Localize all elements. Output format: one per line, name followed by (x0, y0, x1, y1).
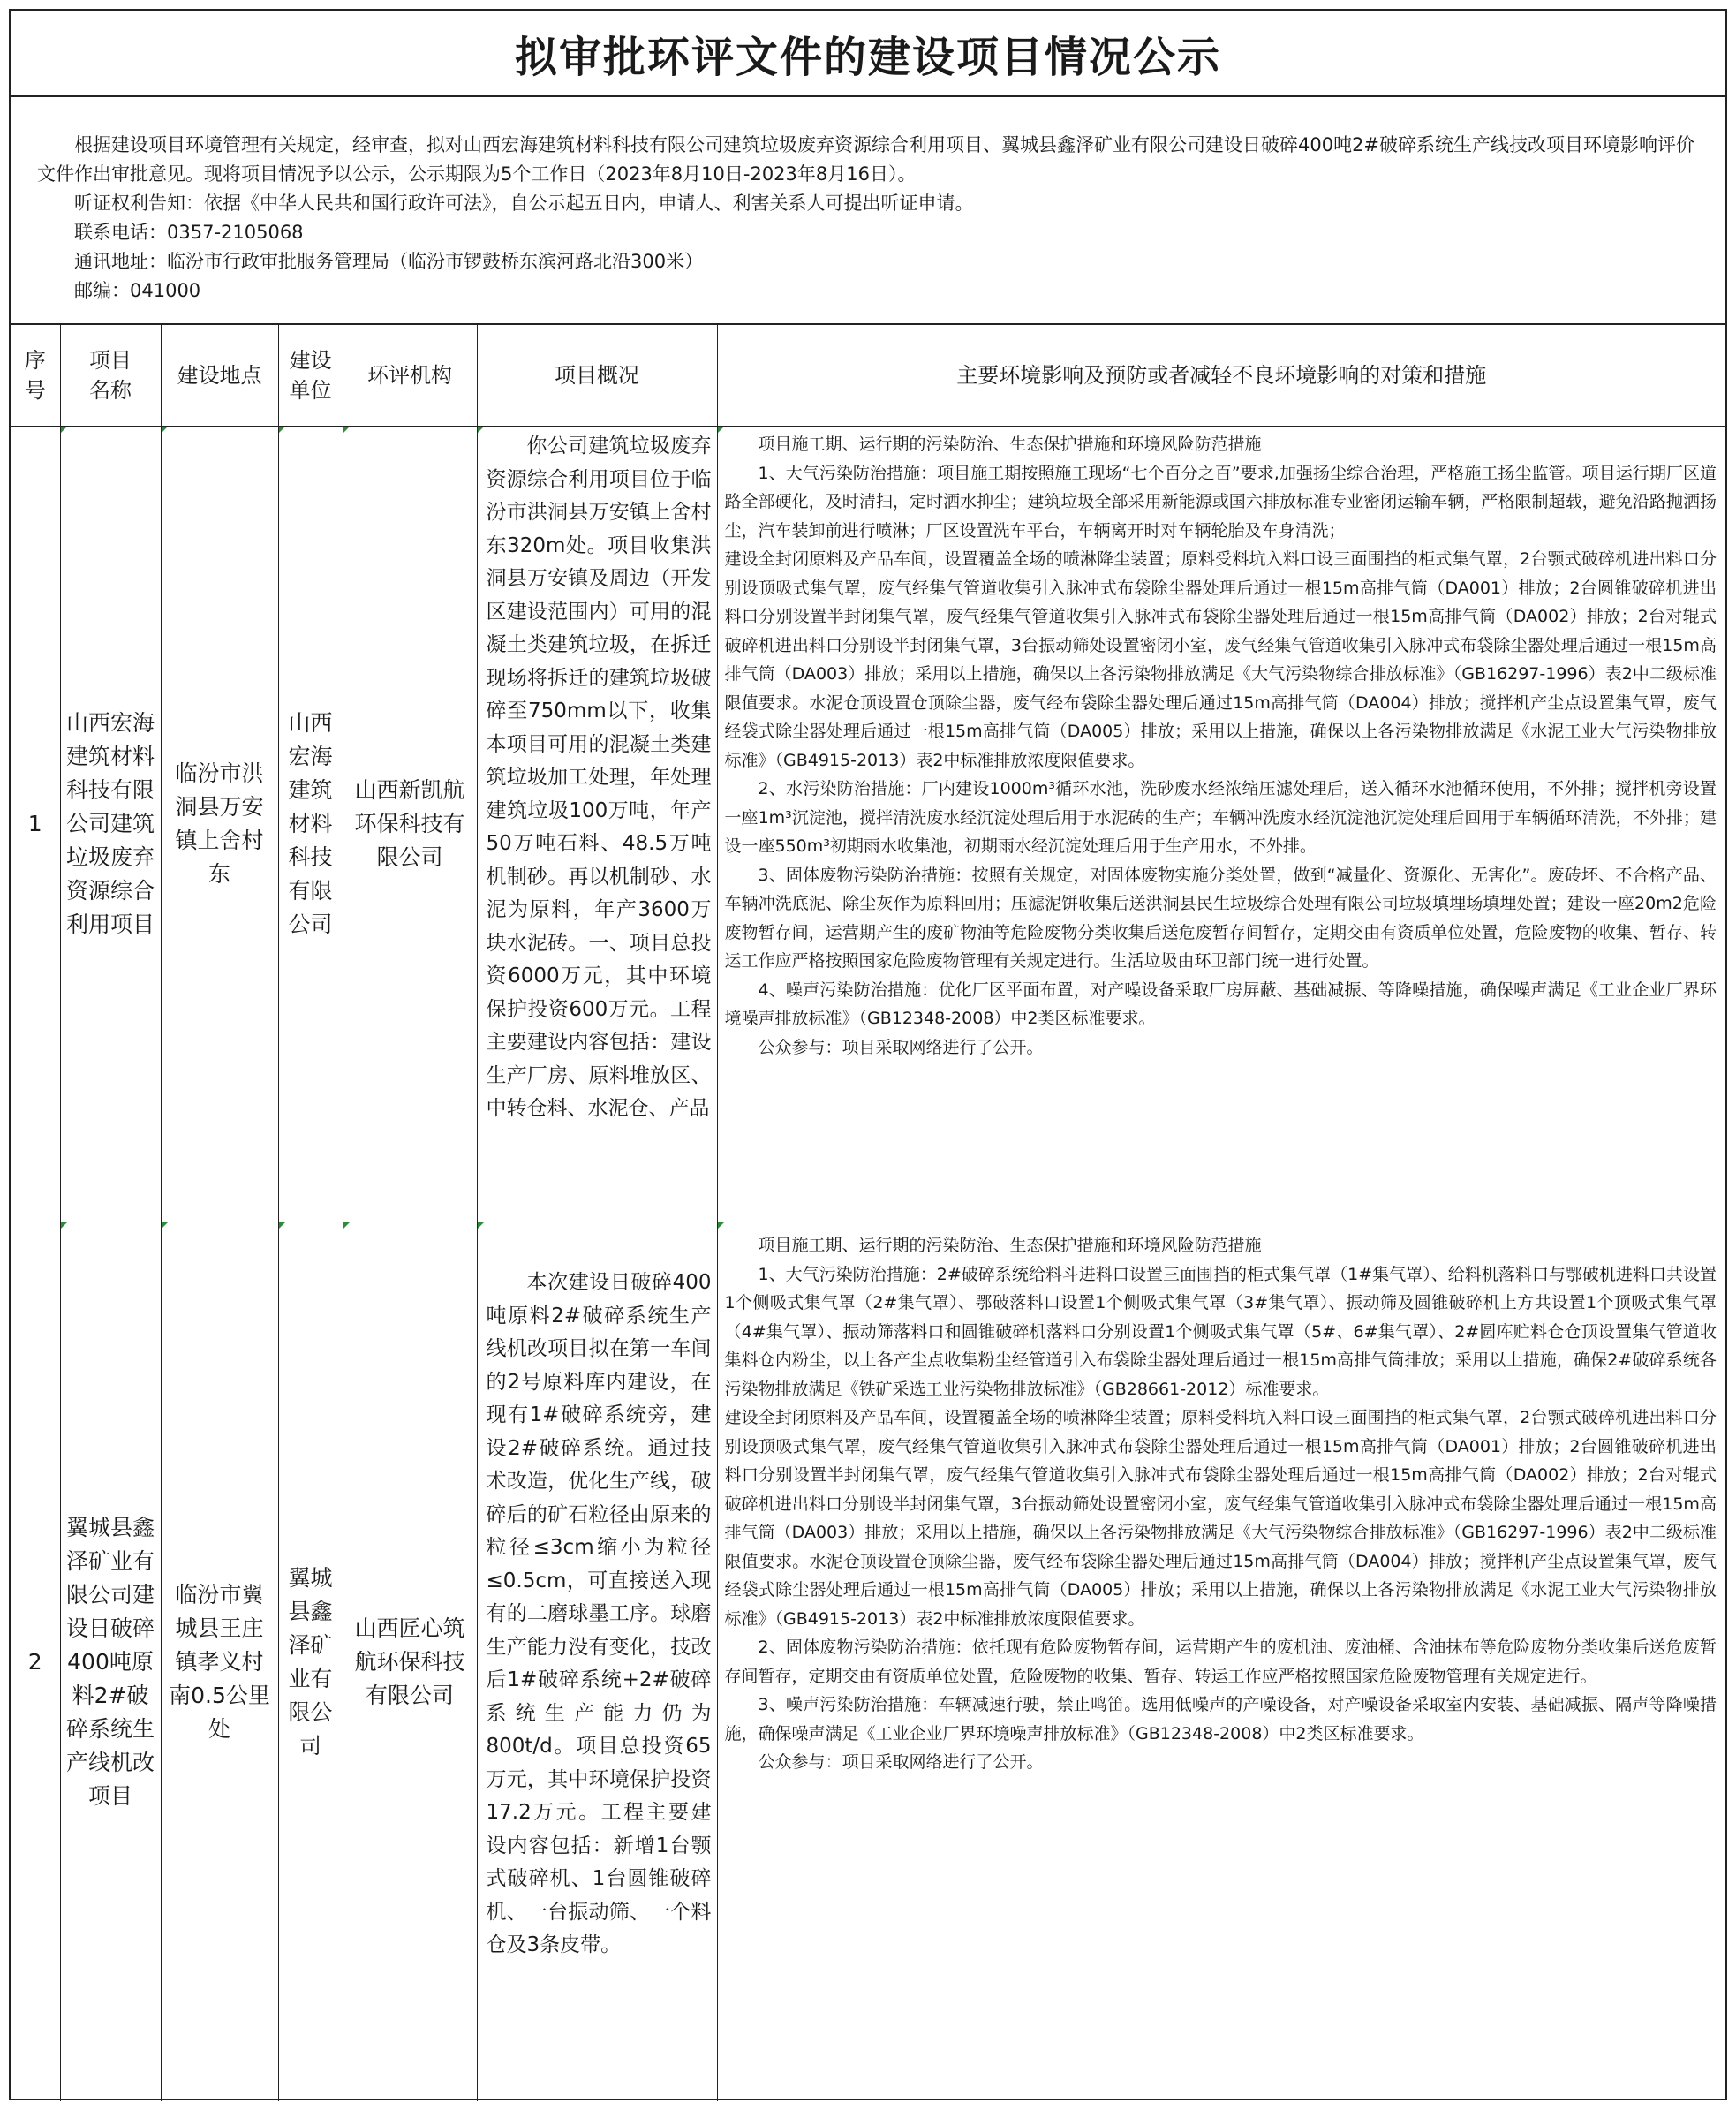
contact-phone: 联系电话：0357-2105068 (74, 222, 304, 243)
row-no: 2 (27, 1648, 42, 1675)
measures-public: 公众参与：项目采取网络进行了公开。 (758, 1037, 1044, 1057)
table-row (11, 427, 1725, 1222)
project-measures (718, 427, 1726, 1222)
header-overview: 项目概况 (477, 325, 717, 427)
row-no: 1 (27, 811, 42, 836)
hearing-notice: 听证权利告知：依据《中华人民共和国行政许可法》，自公示起五日内，申请人、利害关系人可提出听证申请。 (74, 193, 974, 214)
project-measures-cell (717, 427, 1725, 1222)
header-unit: 建设单位 (278, 325, 343, 427)
measures-air-detail: 建设全封闭原料及产品车间，设置覆盖全场的喷淋降尘装置；原料受料坑入料口设三面围挡的柜式集气罩，2台颚式破碎机进出料口分别设顶吸式集气罩，废气经集气管道收集引入脉冲式布袋除尘器处理后通过一根15m高排气筒（DA001）排放；2台圆锥破碎机进出料口分别设置半封闭集气罩，废气经集气管道收集引入脉冲式布袋除尘器处理后通过一根15m高排气筒（DA002）排放；2台对辊式破碎机进出料口分别设半封闭集气罩，3台振动筛处设置密闭小室，废气经集气管道收集引入脉冲式布袋除尘器处理后通过一根15m高排气筒（DA003）排放；采用以上措施，确保以上各污染物排放满足《大气污染物综合排放标准》（GB16297-1996）表2中二级标准限值要求。水泥仓顶设置仓顶除尘器，废气经布袋除尘器处理后通过15m高排气筒（DA004）排放；搅拌机产尘点设置集气罩，废气经袋式除尘器处理后通过一根15m高排气筒（DA005）排放；采用以上措施，确保以上各污染物排放满足《水泥工业大气污染物排放标准》（GB4915-2013）表2中标准排放浓度限值要求。 (724, 1408, 1717, 1629)
measures-heading: 项目施工期、运行期的污染防治、生态保护措施和环境风险防范措施 (758, 1236, 1262, 1255)
project-name-cell (60, 427, 161, 1222)
notice-section (11, 97, 1725, 325)
row-no-cell (11, 427, 60, 1222)
project-overview: 本次建设日破碎400吨原料2#破碎系统生产线机改项目拟在第一车间的2号原料库内建设，在现有1#破碎系统旁，建设2#破碎系统。通过技术改造，优化生产线，破碎后的矿石粒径由原来的粒径≤3cm缩小为粒径≤0.5cm，可直接送入现有的二磨球墨工序。球磨生产能力没有变化，技改后1#破碎系统+2#破碎系统生产能力仍为800t/d。项目总投资65万元，其中环境保护投资17.2万元。工程主要建设内容包括：新增1台颚式破碎机、1台圆锥破碎机、一台振动筛、一个料仓及3条皮带。 (486, 1271, 712, 1956)
project-agency: 山西新凯航环保科技有限公司 (354, 777, 465, 870)
header-location: 建设地点 (161, 325, 278, 427)
project-agency-cell (343, 1222, 477, 2102)
project-location-cell (161, 427, 278, 1222)
measures-water: 2、水污染防治措施：厂内建设1000m³循环水池，洗砂废水经浓缩压滤处理后，送入循环水池循环使用，不外排；搅拌机旁设置一座1m³沉淀池，搅拌清洗废水经沉淀处理后用于水泥砖的生产；车辆冲洗废水经沉淀池沉淀处理后回用于车辆循环清洗，不外排；建设一座550m³初期雨水收集池，初期雨水经沉淀处理后用于生产用水，不外排。 (724, 779, 1717, 856)
page-title: 拟审批环评文件的建设项目情况公示 (11, 11, 1725, 97)
measures-noise: 3、噪声污染防治措施：车辆减速行驶，禁止鸣笛。选用低噪声的产噪设备，对产噪设备采取室内安装、基础减振、隔声等降噪措施，确保噪声满足《工业企业厂界环境噪声排放标准》（GB12348-2008）中2类区标准要求。 (724, 1695, 1717, 1744)
measures-solid-waste: 3、固体废物污染防治措施：按照有关规定，对固体废物实施分类处置，做到“减量化、资源化、无害化”。废砖坯、不合格产品、车辆冲洗底泥、除尘灰作为原料回用；压滤泥饼收集后送洪洞县民生垃圾综合处理有限公司垃圾填埋场填埋处置；建设一座20m2危险废物暂存间，运营期产生的废矿物油等危险废物分类收集后送危废暂存间暂存，定期交由有资质单位处置，危险废物的收集、暂存、转运工作应严格按照国家危险废物管理有关规定进行。生活垃圾由环卫部门统一进行处置。 (724, 865, 1717, 971)
row-no-cell (11, 1222, 60, 2102)
project-unit-cell (278, 1222, 343, 2102)
header-agency: 环评机构 (343, 325, 477, 427)
project-measures-cell (717, 1222, 1725, 2102)
header-name: 项目名称 (60, 325, 161, 427)
project-agency: 山西匠心筑航环保科技有限公司 (354, 1615, 465, 1708)
project-measures (718, 1222, 1726, 2101)
measures-solid-waste: 2、固体废物污染防治措施：依托现有危险废物暂存间，运营期产生的废机油、废油桶、含油抹布等危险废物分类收集后送危废暂存间暂存，定期交由有资质单位处置，危险废物的收集、暂存、转运工作应严格按照国家危险废物管理有关规定进行。 (724, 1638, 1717, 1686)
project-name: 山西宏海建筑材料科技有限公司建筑垃圾废弃资源综合利用项目 (65, 710, 155, 937)
measures-air: 1、大气污染防治措施：项目施工期按照施工现场“七个百分之百”要求,加强扬尘综合治理，严格施工扬尘监管。项目运行期厂区道路全部硬化，及时清扫，定时洒水抑尘；建筑垃圾全部采用新能源或国六排放标准专业密闭运输车辆，严格限制超载，避免沿路抛洒扬尘，汽车装卸前进行喷淋；厂区设置洗车平台，车辆离开时对车辆轮胎及车身清洗； (724, 463, 1717, 541)
project-overview-cell (477, 1222, 717, 2102)
projects-table (11, 325, 1725, 2101)
project-unit-cell (278, 427, 343, 1222)
project-unit: 翼城县鑫泽矿业有限公司 (288, 1564, 333, 1759)
project-name-cell (60, 1222, 161, 2102)
project-location-cell (161, 1222, 278, 2102)
table-header-row (11, 325, 1725, 427)
header-measures: 主要环境影响及预防或者减轻不良环境影响的对策和措施 (717, 325, 1725, 427)
measures-public: 公众参与：项目采取网络进行了公开。 (758, 1752, 1044, 1772)
header-no: 序号 (11, 325, 60, 427)
postcode: 邮编：041000 (74, 280, 201, 301)
measures-air-detail: 建设全封闭原料及产品车间，设置覆盖全场的喷淋降尘装置；原料受料坑入料口设三面围挡的柜式集气罩，2台颚式破碎机进出料口分别设顶吸式集气罩，废气经集气管道收集引入脉冲式布袋除尘器处理后通过一根15m高排气筒（DA001）排放；2台圆锥破碎机进出料口分别设置半封闭集气罩，废气经集气管道收集引入脉冲式布袋除尘器处理后通过一根15m高排气筒（DA002）排放；2台对辊式破碎机进出料口分别设半封闭集气罩，3台振动筛处设置密闭小室，废气经集气管道收集引入脉冲式布袋除尘器处理后通过一根15m高排气筒（DA003）排放；采用以上措施，确保以上各污染物排放满足《大气污染物综合排放标准》（GB16297-1996）表2中二级标准限值要求。水泥仓顶设置仓顶除尘器，废气经布袋除尘器处理后通过15m高排气筒（DA004）排放；搅拌机产尘点设置集气罩，废气经袋式除尘器处理后通过一根15m高排气筒（DA005）排放；采用以上措施，确保以上各污染物排放满足《水泥工业大气污染物排放标准》（GB4915-2013）表2中标准排放浓度限值要求。 (724, 549, 1717, 770)
project-overview: 你公司建筑垃圾废弃资源综合利用项目位于临汾市洪洞县万安镇上舍村东320m处。项目收集洪洞县万安镇及周边（开发区建设范围内）可用的混凝土类建筑垃圾，在拆迁现场将拆迁的建筑垃圾破碎至750mm以下，收集本项目可用的混凝土类建筑垃圾加工处理，年处理建筑垃圾100万吨，年产50万吨石料、48.5万吨机制砂。再以机制砂、水泥为原料，年产3600万块水泥砖。一、项目总投资6000万元，其中环境保护投资600万元。工程主要建设内容包括：建设生产厂房、原料堆放区、中转仓料、水泥仓、产品 (486, 435, 712, 1120)
measures-noise: 4、噪声污染防治措施：优化厂区平面布置，对产噪设备采取厂房屏蔽、基础减振、等降噪措施，确保噪声满足《工业企业厂界环境噪声排放标准》（GB12348-2008）中2类区标准要求。 (724, 980, 1717, 1028)
measures-heading: 项目施工期、运行期的污染防治、生态保护措施和环境风险防范措施 (758, 435, 1262, 454)
contact-address: 通讯地址：临汾市行政审批服务管理局（临汾市锣鼓桥东滨河路北沿300米） (74, 251, 704, 272)
project-location: 临汾市洪洞县万安镇上舍村东 (175, 760, 264, 887)
notice-page (9, 9, 1727, 2100)
measures-air: 1、大气污染防治措施：2#破碎系统给料斗进料口设置三面围挡的柜式集气罩（1#集气罩）、给料机落料口与鄂破机进料口共设置1个侧吸式集气罩（2#集气罩）、鄂破落料口设置1个侧吸式集气罩（3#集气罩）、振动筛及圆锥破碎机上方共设置1个顶吸式集气罩（4#集气罩）、振动筛落料口和圆锥破碎机落料口分别设置1个侧吸式集气罩（5#、6#集气罩）、2#圆库贮料仓仓顶设置集气管道收集料仓内粉尘，以上各产尘点收集粉尘经管道引入布袋除尘器处理后通过一根15m高排气筒排放；采用以上措施，确保2#破碎系统各污染物排放满足《铁矿采选工业污染物排放标准》（GB28661-2012）标准要求。 (724, 1264, 1717, 1399)
project-agency-cell (343, 427, 477, 1222)
project-name: 翼城县鑫泽矿业有限公司建设日破碎400吨原料2#破碎系统生产线机改项目 (65, 1514, 155, 1809)
project-unit: 山西宏海建筑材料科技有限公司 (288, 710, 333, 937)
project-location: 临汾市翼城县王庄镇孝义村南0.5公里处 (169, 1581, 270, 1742)
project-overview-cell (477, 427, 717, 1222)
notice-paragraph: 根据建设项目环境管理有关规定，经审查，拟对山西宏海建筑材料科技有限公司建筑垃圾废弃资源综合利用项目、翼城县鑫泽矿业有限公司建设日破碎400吨2#破碎系统生产线技改项目环境影响评价文件作出审批意见。现将项目情况予以公示，公示期限为5个工作日（2023年8月10日-2023年8月16日）。 (37, 134, 1695, 185)
table-row (11, 1222, 1725, 2102)
